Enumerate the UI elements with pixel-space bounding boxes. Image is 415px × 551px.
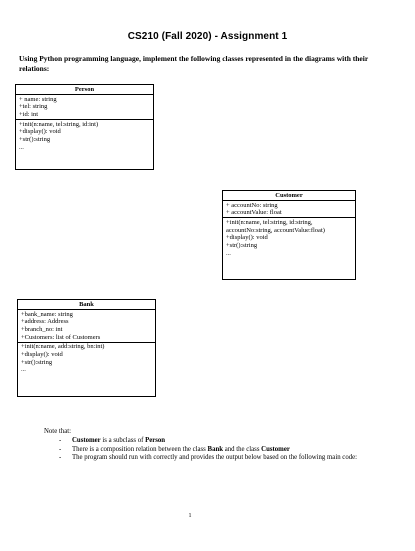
person-class-diagram bbox=[15, 84, 154, 170]
note-class-name: Customer bbox=[261, 445, 290, 453]
attribute: +Customers: list of Customers bbox=[21, 333, 101, 341]
method: +str():string bbox=[226, 242, 258, 250]
class-name: Bank bbox=[18, 300, 155, 310]
note-class-name: Customer bbox=[72, 437, 101, 445]
method: ... bbox=[226, 249, 231, 257]
method: +str():string bbox=[19, 136, 51, 144]
attributes-section bbox=[18, 310, 155, 342]
methods-section bbox=[18, 342, 155, 375]
method: +init(n:name, tel:string, id:int) bbox=[19, 120, 99, 128]
instructions-text: Using Python programming language, implement the following classes represented in the diagrams with their relations: bbox=[19, 54, 369, 73]
bullet-dash: - bbox=[59, 437, 62, 445]
attribute: +address: Address bbox=[21, 318, 69, 326]
note-item bbox=[44, 437, 374, 446]
method: +str():string bbox=[21, 358, 53, 366]
page-title: CS210 (Fall 2020) - Assignment 1 bbox=[127, 31, 288, 42]
note-text: and the class bbox=[223, 445, 262, 453]
method: +display(): void bbox=[21, 351, 63, 359]
note-text: is a subclass of bbox=[100, 437, 146, 445]
note-class-name: Bank bbox=[207, 445, 224, 453]
note-class-name: Person bbox=[145, 437, 166, 445]
class-name: Person bbox=[16, 85, 153, 95]
notes-list bbox=[44, 437, 374, 463]
method: +display(): void bbox=[19, 128, 61, 136]
attribute: +tel: string bbox=[19, 103, 48, 111]
method: +display(): void bbox=[226, 234, 268, 242]
bullet-dash: - bbox=[59, 454, 62, 462]
method: ... bbox=[19, 143, 24, 151]
attribute: + name: string bbox=[19, 95, 57, 103]
attributes-section bbox=[223, 201, 355, 217]
methods-section bbox=[223, 217, 355, 258]
attributes-section bbox=[16, 95, 153, 119]
note-item bbox=[44, 446, 374, 455]
methods-section bbox=[16, 119, 153, 152]
method: +init(n:name, add:string, bn:int) bbox=[21, 343, 105, 351]
attribute: +branch_no: int bbox=[21, 325, 63, 333]
class-name: Customer bbox=[223, 191, 355, 201]
note-item bbox=[44, 454, 374, 463]
page-number: 1 bbox=[188, 513, 192, 519]
attribute: +bank_name: string bbox=[21, 310, 73, 318]
customer-class-diagram bbox=[222, 190, 356, 280]
attribute: +id: int bbox=[19, 110, 39, 118]
note-text: The program should run with correctly and provides the output below based on the following main code: bbox=[72, 454, 358, 462]
notes-label: Note that: bbox=[44, 428, 71, 435]
bullet-dash: - bbox=[59, 445, 62, 453]
method: ... bbox=[21, 366, 26, 374]
attribute: + accountValue: float bbox=[226, 209, 282, 217]
note-text: There is a composition relation between the class bbox=[72, 445, 208, 453]
method: +init(n:name, tel:string, id:string, accountNo:string, accountValue:float) bbox=[226, 218, 325, 234]
attribute: + accountNo: string bbox=[226, 201, 278, 209]
notes-section bbox=[44, 428, 374, 463]
bank-class-diagram bbox=[17, 299, 156, 397]
